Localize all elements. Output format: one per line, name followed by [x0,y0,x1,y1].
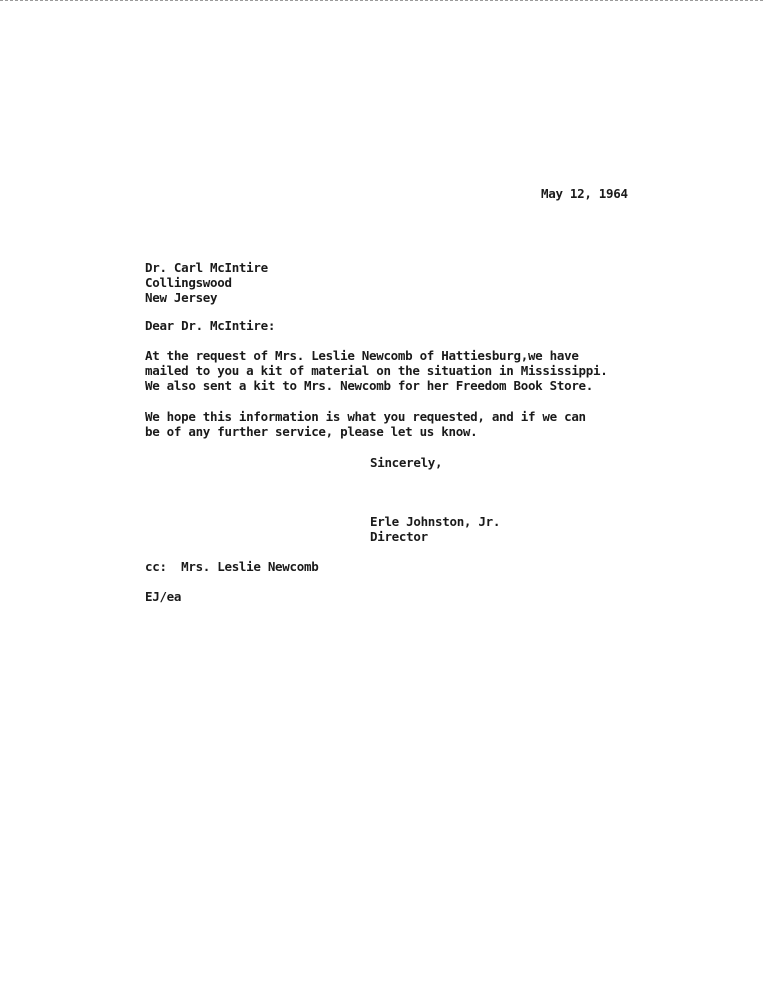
recipient-name: Dr. Carl McIntire [145,260,268,275]
paragraph-1-line-3: We also sent a kit to Mrs. Newcomb for her Freedom Book Store. [145,378,593,393]
paragraph-1-line-1: At the request of Mrs. Leslie Newcomb of Hattiesburg,we have [145,348,579,363]
closing: Sincerely, [370,455,443,470]
cc-line: cc: Mrs. Leslie Newcomb [145,559,319,574]
signer-name: Erle Johnston, Jr. [370,514,501,529]
salutation: Dear Dr. McIntire: [145,318,276,333]
paragraph-2-line-1: We hope this information is what you requested, and if we can [145,409,586,424]
paragraph-2-line-2: be of any further service, please let us know. [145,424,478,439]
letter-date: May 12, 1964 [541,186,628,201]
signer-title: Director [370,529,428,544]
paragraph-1-line-2: mailed to you a kit of material on the situation in Mississippi. [145,363,608,378]
recipient-city: Collingswood [145,275,232,290]
recipient-state: New Jersey [145,290,218,305]
typist-initials: EJ/ea [145,589,182,604]
